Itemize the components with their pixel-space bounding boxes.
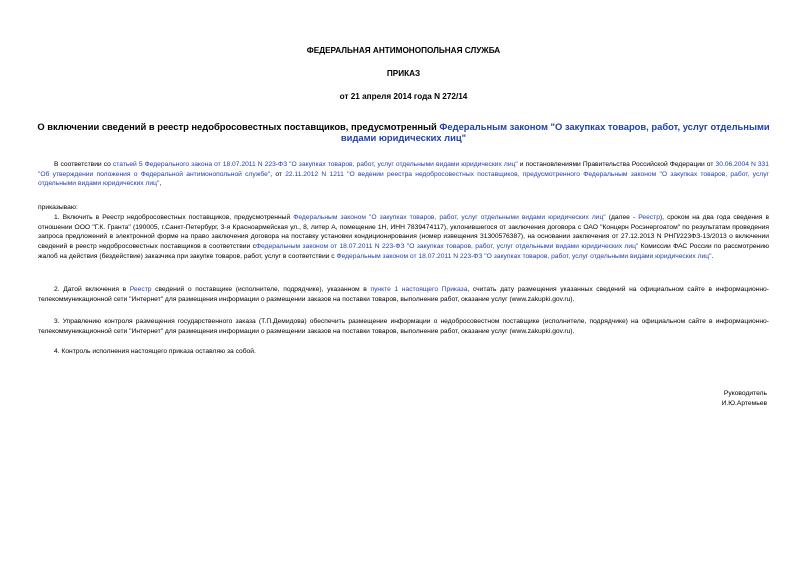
preamble-decree-331-link[interactable]: 30.06.2004 N 331 "Об утверждении положения о Федеральной антимонопольной службе": [38, 161, 769, 178]
item-1-law-link-3[interactable]: Федеральным законом от 18.07.2011 N 223-ФЗ "О закупках товаров, работ, услуг отдельными видами юридических лиц": [336, 252, 712, 260]
item-1-paragraph: [38, 213, 769, 262]
item-1-registry-link[interactable]: Реестр: [638, 214, 660, 221]
subject-law-link[interactable]: Федеральным законом "О закупках товаров, работ, услуг отдельными видами юридических лиц": [340, 121, 770, 143]
preamble-text-3: , от: [270, 170, 286, 178]
item-2-text-1: 2. Датой включения в: [54, 286, 130, 293]
item-3-paragraph: 3. Управлению контроля размещения государственного заказа (Т.П.Демидова) обеспечить размещение информации о недобросовестном поставщике (исполнителе, подрядчике) на официальном сайте в информационно-телекоммуникационной сети "Интернет" для размещения информации о размещении заказов на поставки товаров, выполнение работ, оказание услуг (www.zakupki.gov.ru).: [38, 318, 769, 335]
document-subject: [28, 121, 779, 143]
item-1-text-4: Комиссии ФАС России по рассмотрению жалоб на действия (бездействие) заказчика при закупке товаров, работ, услуг в соответствии с: [38, 243, 770, 260]
preamble-text-2: и постановлениями Правительства Российской Федерации от: [517, 161, 716, 168]
document-date-number: от 21 апреля 2014 года N 272/14: [339, 92, 468, 101]
preamble-decree-1211-link[interactable]: 22.11.2012 N 1211 "О ведении реестра недобросовестных поставщиков, предусмотренного Федеральным законом "О закупках товаров, работ, услуг отдельными видами юридических лиц": [38, 170, 769, 188]
item-1-law-link-2[interactable]: Федеральным законом от 18.07.2011 N 223-ФЗ "О закупках товаров, работ, услуг отдельными видами юридических лиц": [255, 243, 639, 251]
item-2-text-2: сведений о поставщике (исполнителе, подрядчике), указанном в: [151, 286, 371, 293]
agency-title: ФЕДЕРАЛЬНАЯ АНТИМОНОПОЛЬНАЯ СЛУЖБА: [306, 46, 501, 55]
item-1-text-5: .: [711, 252, 714, 260]
item-4-paragraph: 4. Контроль исполнения настоящего приказа оставляю за собой.: [54, 348, 256, 355]
item-2-clause-link[interactable]: пункте 1 настоящего Приказа: [370, 286, 468, 293]
item-1-text-1: 1. Включить в Реестр недобросовестных поставщиков, предусмотренный: [54, 214, 294, 221]
document-type: ПРИКАЗ: [386, 69, 421, 78]
item-1-law-link[interactable]: Федеральным законом "О закупках товаров, работ, услуг отдельными видами юридических лиц": [293, 214, 606, 221]
signatory-position: Руководитель: [723, 390, 767, 397]
signatory-name: И.Ю.Артемьев: [721, 400, 767, 407]
preamble-text-1: В соответствии со: [54, 161, 113, 168]
item-2-paragraph: [38, 285, 769, 304]
item-2-text-3: , считать дату размещения указанных сведений на официальном сайте в информационно-телекоммуникационной сети "Интернет" для размещения информации о размещении заказов на поставки товаров, выполнение работ, оказание услуг (www.zakupki.gov.ru).: [38, 286, 769, 303]
item-1-text-2: (далее -: [605, 214, 639, 221]
signature-block: [567, 389, 767, 409]
preamble-paragraph: [38, 160, 769, 189]
item-1-text-3: ), сроком на два года сведения в отношении ООО "Г.К. Гранта" (190005, г.Санкт-Петербург, 3-я Красноармейская ул., 8, литер А, помещение 1Н, ИНН 7839474117), уклонившегося от заключения договора с ОАО "Концерн Росэнергоатом" по результатам проведения запроса предложений в электронной форме на право заключения договора на поставку установки кондиционирования (номер извещения 31300576387), на основании заключения от 27.12.2013 N РНП/223ФЗ-13/2013 о включении сведений в реестр недобросовестных поставщиков в соответствии с: [38, 214, 769, 251]
order-word: приказываю:: [38, 204, 78, 211]
subject-text: О включении сведений в реестр недобросовестных поставщиков, предусмотренный: [37, 121, 440, 132]
item-2-registry-link[interactable]: Реестр: [129, 286, 152, 293]
preamble-law-article-link[interactable]: статьей 5 Федерального закона от 18.07.2011 N 223-ФЗ "О закупках товаров, работ, услуг отдельными видами юридических лиц": [112, 161, 518, 168]
preamble-text-4: ,: [159, 180, 162, 188]
